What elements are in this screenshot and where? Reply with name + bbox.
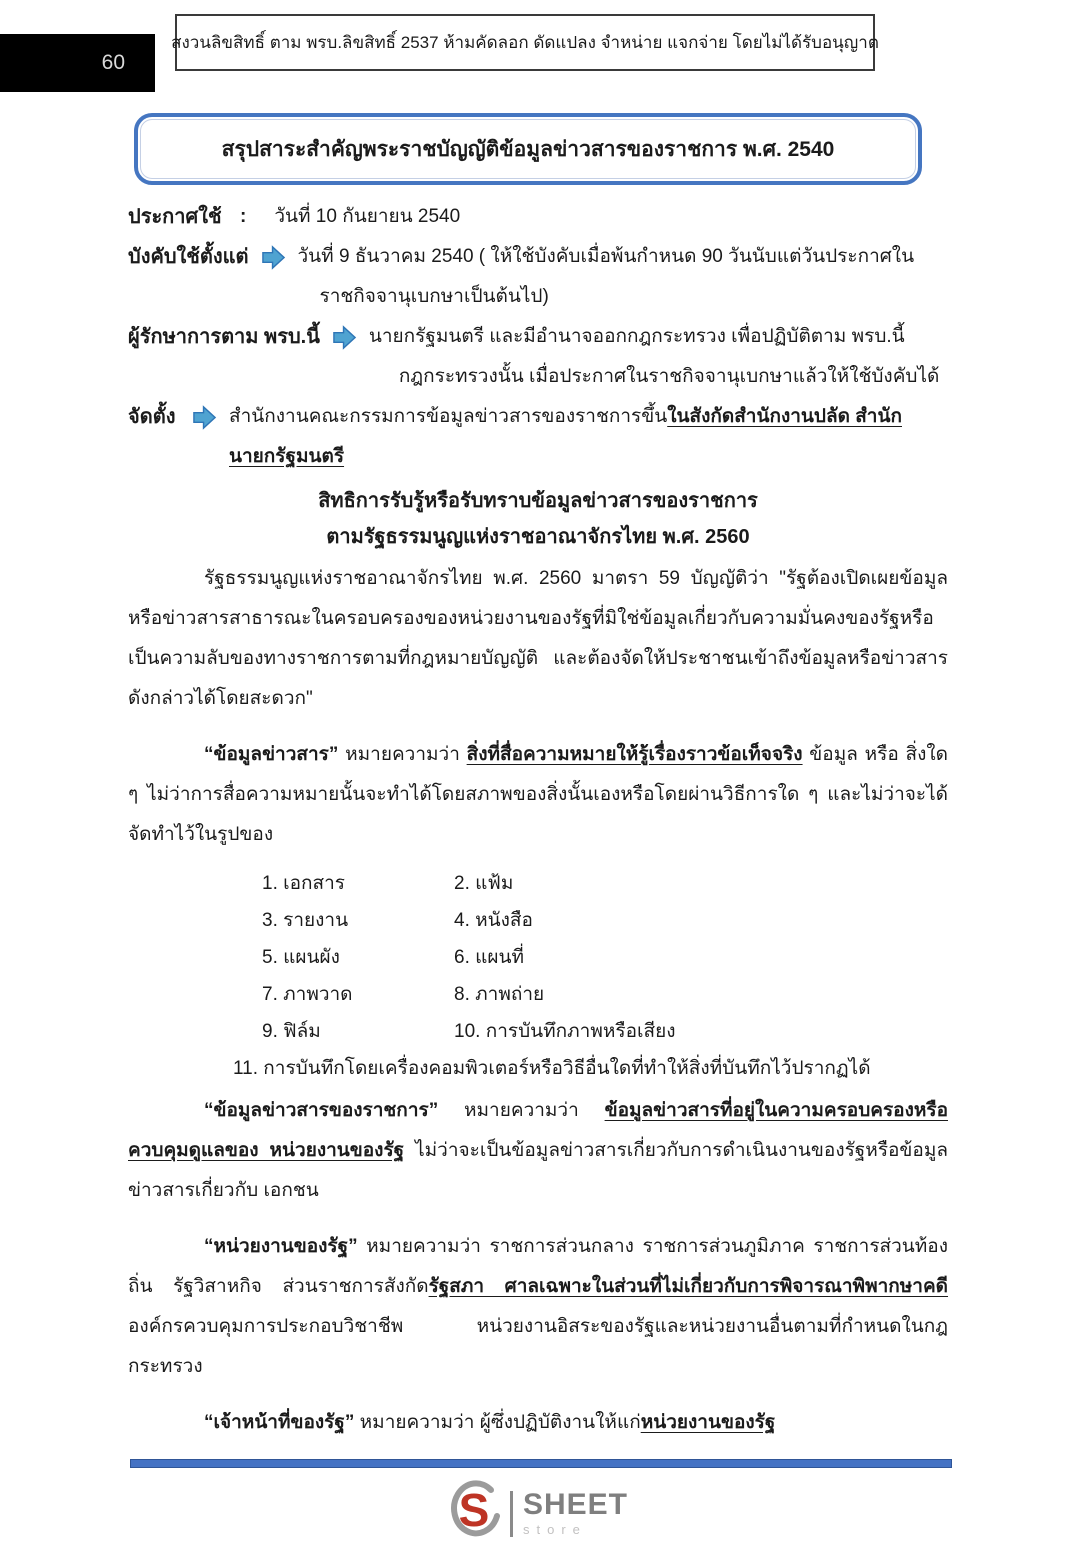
info-row-keeper: [128, 317, 948, 397]
definition-rest: องค์กรควบคุมการประกอบวิชาชีพ หน่วยงานอิสระของรัฐและหน่วยงานอื่นตามที่กำหนดในกฎกระทรวง: [128, 1316, 948, 1377]
page-title: สรุปสาระสำคัญพระราชบัญญัติข้อมูลข่าวสารของราชการ พ.ศ. 2540: [221, 137, 835, 161]
information-forms-list: [233, 865, 948, 1087]
blue-arrow-icon: [261, 244, 286, 277]
announce-label: ประกาศใช้: [128, 206, 222, 228]
rights-heading-block: [128, 483, 948, 555]
definition-term: “ข้อมูลข่าวสาร”: [204, 744, 339, 765]
brand-name: SHEET: [522, 1488, 629, 1521]
title-box: [134, 113, 922, 185]
definition-state-agency-paragraph: [128, 1227, 948, 1387]
announce-colon: :: [240, 206, 247, 227]
effective-label: บังคับใช้ตั้งแต่: [128, 246, 249, 268]
list-row: [262, 902, 948, 939]
act-info-section: [128, 197, 948, 477]
establish-text-regular: สำนักงานคณะกรรมการข้อมูลข่าวสารของราชการขึ้น: [229, 406, 668, 427]
list-item: 7. ภาพวาด: [262, 984, 353, 1005]
info-row-effective: [128, 237, 948, 317]
rights-heading-2: ตามรัฐธรรมนูญแห่งราชอาณาจักรไทย พ.ศ. 2560: [326, 526, 750, 548]
footer-divider-rule: [130, 1459, 952, 1468]
logo-divider: [510, 1491, 513, 1537]
establish-text-line1: [229, 397, 948, 437]
definition-rest: ข้อมูล หรือ สิ่งใด ๆ ไม่ว่าการสื่อความหมายนั้นจะทำได้โดยสภาพของสิ่งนั้นเองหรือโดยผ่านวิธีการใด ๆ และไม่ว่าจะได้จัดทำไว้ในรูปของ: [128, 744, 948, 845]
list-row: [262, 939, 948, 976]
list-row: [262, 865, 948, 902]
establish-text-line2: นายกรัฐมนตรี: [229, 446, 345, 467]
info-row-announce: [128, 197, 948, 237]
page-number: 60: [101, 51, 125, 74]
page-header: [0, 0, 1076, 95]
effective-text-line1: วันที่ 9 ธันวาคม 2540 ( ให้ใช้บังคับเมื่อพ้นกำหนด 90 วันนับแต่วันประกาศใน: [297, 246, 915, 267]
list-row: [262, 976, 948, 1013]
definition-emphasis: ข้อมูลข่าวสารที่อยู่ในความครอบครองหรือควบคุมดูแลของ หน่วยงานของรัฐ: [128, 1100, 948, 1161]
copyright-box: [171, 14, 879, 71]
list-item-11: 11. การบันทึกโดยเครื่องคอมพิวเตอร์หรือวิธีอื่นใดที่ทำให้สิ่งที่บันทึกไว้ปรากฏได้: [233, 1058, 871, 1079]
rights-heading-1: สิทธิการรับรู้หรือรับทราบข้อมูลข่าวสารของราชการ: [318, 490, 758, 512]
effective-text-line2: ราชกิจจานุเบกษาเป็นต้นไป): [319, 286, 549, 307]
establish-label: จัดตั้ง: [128, 406, 176, 428]
brand-subtitle: store: [522, 1522, 587, 1537]
info-row-establish: [128, 397, 948, 477]
definition-mid: หมายความว่า ราชการส่วนกลาง ราชการส่วนภูมิภาค ราชการส่วนท้องถิ่น รัฐวิสาหกิจ ส่วนราชการสังกัด: [128, 1236, 948, 1297]
definition-term: “หน่วยงานของรัฐ”: [204, 1236, 358, 1257]
announce-text: วันที่ 10 กันยายน 2540: [274, 206, 461, 227]
page-number-tab: [0, 34, 155, 92]
blue-arrow-icon: [332, 324, 357, 357]
list-item: 2. แฟ้ม: [454, 873, 514, 894]
list-item: 6. แผนที่: [454, 947, 525, 968]
list-item: 9. ฟิล์ม: [262, 1021, 321, 1042]
list-item: 1. เอกสาร: [262, 873, 346, 894]
constitution-paragraph: รัฐธรรมนูญแห่งราชอาณาจักรไทย พ.ศ. 2560 มาตรา 59 บัญญัติว่า "รัฐต้องเปิดเผยข้อมูลหรือข่าวสารสาธารณะในครอบครองของหน่วยงานของรัฐที่มิใช่ข้อมูลเกี่ยวกับความมั่นคงของรัฐหรือเป็นความลับของทางราชการตามที่กฎหมายบัญญัติ และต้องจัดให้ประชาชนเข้าถึงข้อมูลหรือข่าวสารดังกล่าวได้โดยสะดวก": [128, 568, 948, 709]
definition-emphasis: รัฐสภา ศาลเฉพาะในส่วนที่ไม่เกี่ยวกับการพิจารณาพิพากษาคดี: [428, 1276, 949, 1297]
list-item: 5. แผนผัง: [262, 947, 340, 968]
list-item: 3. รายงาน: [262, 910, 349, 931]
sheet-store-logo: [0, 1480, 1076, 1547]
copyright-text: สงวนลิขสิทธิ์ ตาม พรบ.ลิขสิทธิ์ 2537 ห้ามคัดลอก ดัดแปลง จำหน่าย แจกจ่าย โดยไม่ได้รับอนุญาต: [171, 33, 879, 52]
list-item: 4. หนังสือ: [454, 910, 533, 931]
definition-mid: หมายความว่า: [438, 1100, 605, 1121]
blue-arrow-icon: [192, 404, 217, 437]
definition-rest: ไม่ว่าจะเป็นข้อมูลข่าวสารเกี่ยวกับการดำเนินงานของรัฐหรือข้อมูลข่าวสารเกี่ยวกับ เอกชน: [128, 1140, 948, 1201]
keeper-text-line2: กฎกระทรวงนั้น เมื่อประกาศในราชกิจจานุเบกษาแล้วให้ใช้บังคับได้: [398, 366, 940, 387]
establish-text-emphasis: ในสังกัดสำนักงานปลัด สำนัก: [667, 406, 902, 427]
definition-term: “ข้อมูลข่าวสารของราชการ”: [204, 1100, 439, 1121]
definition-emphasis: หน่วยงานของรัฐ: [640, 1412, 776, 1433]
definition-state-official-paragraph: [128, 1403, 948, 1443]
definition-mid: หมายความว่า: [338, 744, 467, 765]
definition-emphasis: สิ่งที่สื่อความหมายให้รู้เรื่องราวข้อเท็จจริง: [466, 744, 803, 765]
list-item: 8. ภาพถ่าย: [454, 984, 545, 1005]
definition-official-info-paragraph: [128, 1091, 948, 1211]
sheet-store-logo-icon: [448, 1480, 500, 1547]
definition-info-paragraph: [128, 735, 948, 855]
brand-words: [523, 1490, 628, 1537]
definition-term: “เจ้าหน้าที่ของรัฐ”: [204, 1412, 355, 1433]
keeper-text-line1: นายกรัฐมนตรี และมีอำนาจออกกฎกระทรวง เพื่อปฏิบัติตาม พรบ.นี้: [368, 326, 905, 347]
list-row: [262, 1013, 948, 1050]
definition-mid: หมายความว่า ผู้ซึ่งปฏิบัติงานให้แก่: [354, 1412, 641, 1433]
logo-letter: S: [458, 1484, 490, 1536]
list-item: 10. การบันทึกภาพหรือเสียง: [454, 1021, 676, 1042]
keeper-label: ผู้รักษาการตาม พรบ.นี้: [128, 326, 320, 348]
document-content: [0, 197, 1076, 1443]
